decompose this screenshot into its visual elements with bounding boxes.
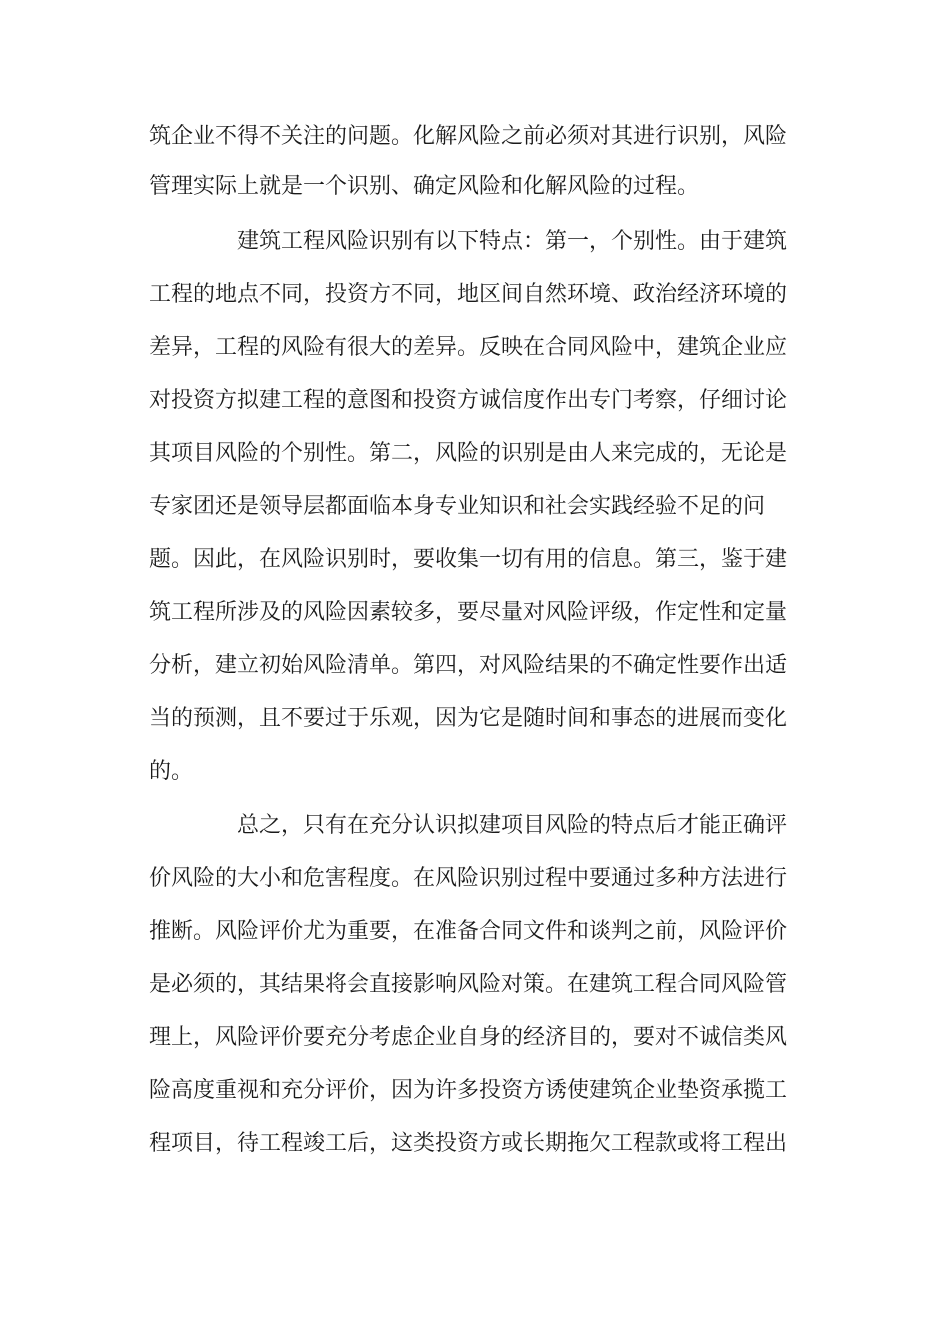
text-line: 总之，只有在充分认识拟建项目风险的特点后才能正确评 [237,813,788,838]
text-line: 专家团还是领导层都面临本身专业知识和社会实践经验不足的问 [149,494,766,519]
text-line: 的。 [149,759,194,784]
text-line: 当的预测，且不要过于乐观，因为它是随时间和事态的进展而变化 [149,706,788,731]
text-line: 推断。风险评价尤为重要，在准备合同文件和谈判之前，风险评价 [149,919,788,944]
text-line: 差异，工程的风险有很大的差异。反映在合同风险中，建筑企业应 [149,335,788,360]
text-line: 理上，风险评价要充分考虑企业自身的经济目的，要对不诚信类风 [149,1025,788,1050]
text-line: 建筑工程风险识别有以下特点：第一，个别性。由于建筑 [237,229,788,254]
text-line: 分析，建立初始风险清单。第四，对风险结果的不确定性要作出适 [149,653,788,678]
text-line: 工程的地点不同，投资方不同，地区间自然环境、政治经济环境的 [149,282,788,307]
text-line: 筑工程所涉及的风险因素较多，要尽量对风险评级，作定性和定量 [149,600,788,625]
text-line: 险高度重视和充分评价，因为许多投资方诱使建筑企业垫资承揽工 [149,1078,788,1103]
text-line: 是必须的，其结果将会直接影响风险对策。在建筑工程合同风险管 [149,972,788,997]
text-line: 筑企业不得不关注的问题。化解风险之前必须对其进行识别，风险 [149,124,788,149]
text-line: 其项目风险的个别性。第二，风险的识别是由人来完成的，无论是 [149,441,788,466]
text-line: 管理实际上就是一个识别、确定风险和化解风险的过程。 [149,174,700,199]
text-line: 对投资方拟建工程的意图和投资方诚信度作出专门考察，仔细讨论 [149,388,788,413]
text-line: 程项目，待工程竣工后，这类投资方或长期拖欠工程款或将工程出 [149,1131,788,1156]
text-line: 价风险的大小和危害程度。在风险识别过程中要通过多种方法进行 [149,866,788,891]
text-line: 题。因此，在风险识别时，要收集一切有用的信息。第三，鉴于建 [149,547,788,572]
